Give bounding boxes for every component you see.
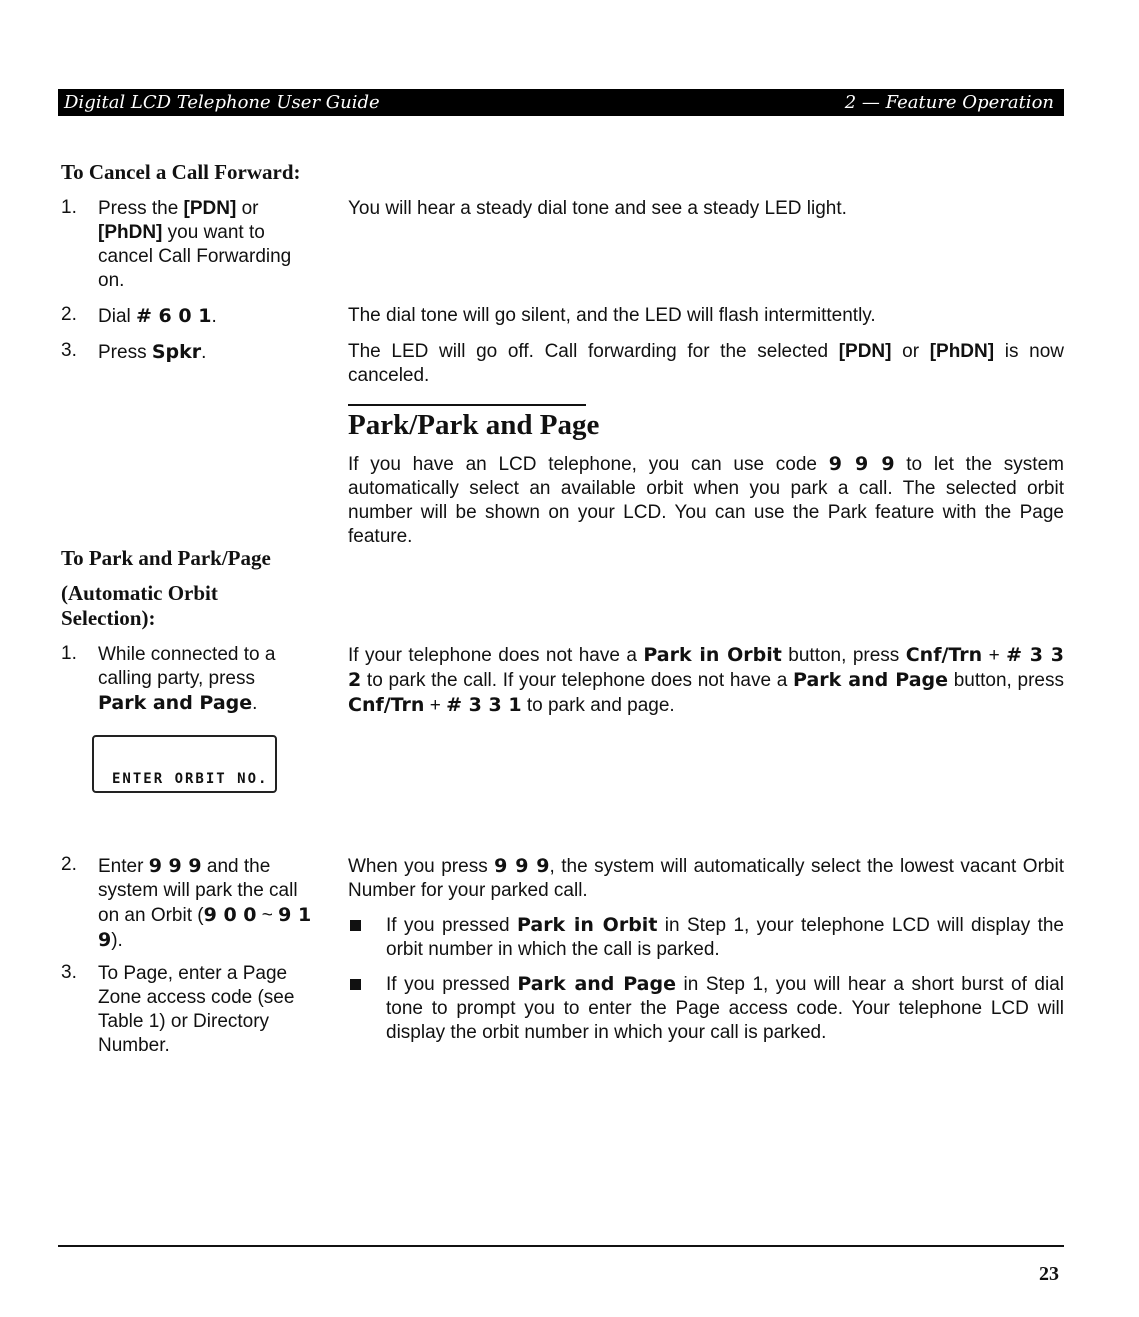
text: If you pressed [386,974,518,995]
bullet-square-icon [350,920,361,931]
text: . [211,306,217,327]
text: button, press [948,670,1064,691]
text: , the system will automatically select the lowest vacant Orbit Number for your parked call. [348,856,1064,901]
park-subheading: (Automatic Orbit Selection): [61,581,218,630]
code-900: 9 0 0 [203,904,257,926]
step-number: 3. [61,340,77,361]
park-in-orbit-key: Park in Orbit [516,914,658,936]
lcd-display [92,735,277,793]
phdn-key: [PhDN] [98,222,163,243]
park-heading: To Park and Park/Page [61,546,271,570]
cancel-forward-heading: To Cancel a Call Forward: [61,160,301,184]
text: in Step 1, you will hear a short burst of dial tone to prompt you to enter the Page access code. Your telephone LCD will display the orbit number in which your call is parked. [386,974,1064,1043]
section-rule [348,404,586,406]
text: + [982,645,1007,666]
text: button, press [781,645,906,666]
text: to let the system automatically select an available orbit when you park a call. The selected orbit number will be shown on your LCD. You can use the Park feature with the Page feature. [348,454,1064,547]
bullet-item [386,972,1064,1045]
step-number: 2. [61,304,77,325]
text: Enter [98,856,149,877]
text: If you pressed [386,915,517,936]
text: The LED will go off. Call forwarding for the selected [348,341,839,362]
text: . [201,342,207,363]
park-and-page-key: Park and Page [793,669,949,691]
cancel-step-3 [98,340,313,365]
bullet-item [386,913,1064,962]
park-step-2 [98,854,313,953]
text: to park and page. [521,695,675,716]
spkr-key: Spkr [151,341,202,363]
text: and the system will park the call on an Orbit ( [98,856,298,926]
text: ). [111,930,123,951]
cnf-trn-key: Cnf/Trn [348,694,425,716]
dial-code: # 6 0 1 [136,305,212,327]
park-intro [348,452,1064,549]
header-bar [58,89,1064,116]
code-331: # 3 3 1 [446,694,522,716]
park-step-3: To Page, enter a Page Zone access code (see Table 1) or Directory Number. [98,963,295,1056]
step-number: 2. [61,854,77,875]
text: or [891,341,930,362]
text: or [236,198,259,219]
park-and-page-key: Park and Page [517,973,676,995]
text: Dial [98,306,137,327]
text: is now canceled. [348,341,1064,386]
text: If you have an LCD telephone, you can use code [348,454,829,475]
text: While connected to a calling party, press [98,644,276,689]
text: When you press [348,856,495,877]
park-in-orbit-key: Park in Orbit [643,644,782,666]
code-999: 9 9 9 [828,453,895,475]
text: ~ [256,905,279,926]
lcd-display-text: ENTER ORBIT NO. [112,771,269,787]
text: Press [98,342,152,363]
code-332: # 3 3 2 [348,644,1065,691]
phdn-key: [PhDN] [929,341,995,362]
text: to park the call. If your telephone does not have a [361,670,794,691]
pdn-key: [PDN] [838,341,892,362]
text: . [252,693,258,714]
code-999: 9 9 9 [494,855,550,877]
code-999: 9 9 9 [148,855,202,877]
code-919: 9 1 9 [98,904,312,951]
cancel-step-3-note [348,340,1064,388]
cancel-step-2 [98,304,313,329]
page-number: 23 [1039,1263,1059,1285]
text: + [424,695,447,716]
step-number: 1. [61,643,77,664]
park-and-page-key: Park and Page [98,692,253,714]
cancel-step-2-note: The dial tone will go silent, and the LED will flash intermittently. [348,305,876,326]
step-number: 1. [61,197,77,218]
cancel-step-1-note: You will hear a steady dial tone and see a steady LED light. [348,198,847,219]
cancel-step-1 [98,197,313,293]
chapter-title: 2 — Feature Operation [844,92,1054,113]
park-section-title: Park/Park and Page [348,409,600,441]
park-step-1 [98,643,308,716]
text: in Step 1, your telephone LCD will display the orbit number in which the call is parked. [386,915,1064,960]
bullet-square-icon [350,979,361,990]
pdn-key: [PDN] [183,198,237,219]
text: Press the [98,198,184,219]
text: If your telephone does not have a [348,645,644,666]
text: you want to cancel Call Forwarding on. [98,222,292,291]
cnf-trn-key: Cnf/Trn [905,644,983,666]
footer-rule [58,1245,1064,1247]
step-number: 3. [61,962,77,983]
guide-title: Digital LCD Telephone User Guide [64,92,380,113]
park-step-2-note [348,854,1064,903]
park-step-1-note [348,643,1064,718]
